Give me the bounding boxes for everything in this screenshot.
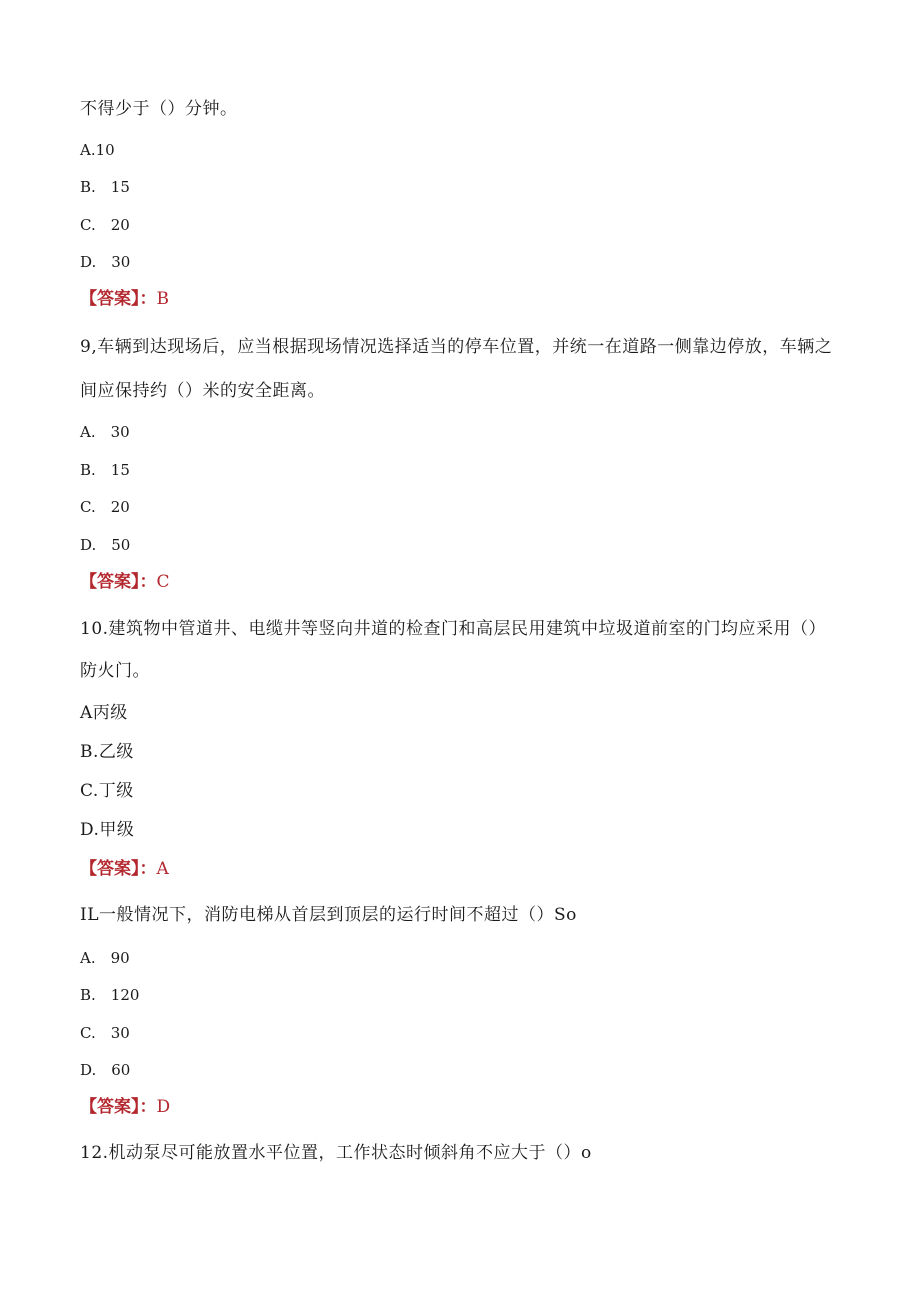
q11-answer-value: D: [156, 1097, 171, 1117]
q10-option-a: A丙级: [80, 703, 128, 723]
q9-answer-label: 【答案】：: [80, 572, 157, 592]
q10-answer: [80, 858, 169, 880]
q8-answer-value: B: [156, 289, 169, 309]
q11-text: IL一般情况下，消防电梯从首层到顶层的运行时间不超过（）So: [80, 905, 577, 925]
q11-answer-label: 【答案】：: [80, 1097, 157, 1117]
q8-option-d: D. 30: [80, 253, 131, 271]
q9-answer-value: C: [156, 572, 170, 592]
q9-option-d: D. 50: [80, 536, 131, 554]
q10-answer-label: 【答案】：: [80, 859, 157, 879]
q10-option-b: B.乙级: [80, 742, 134, 762]
q11-answer: [80, 1096, 170, 1118]
q9-option-c: C. 20: [80, 498, 130, 516]
q10-text-line2: 防火门。: [80, 661, 150, 681]
q10-option-c: C.丁级: [80, 781, 134, 801]
q9-answer: [80, 571, 170, 593]
q11-option-c: C. 30: [80, 1024, 130, 1042]
q10-answer-value: A: [156, 859, 169, 879]
q8-answer: [80, 288, 169, 310]
q9-text-line1: 9,车辆到达现场后，应当根据现场情况选择适当的停车位置，并统一在道路一侧靠边停放，车辆之: [80, 337, 833, 357]
q9-option-b: B. 15: [80, 461, 130, 479]
q8-text: 不得少于（）分钟。: [80, 99, 238, 119]
q8-option-a: A.10: [80, 141, 115, 159]
q8-answer-label: 【答案】：: [80, 289, 157, 309]
q10-text-line1: 10.建筑物中管道井、电缆井等竖向井道的检查门和高层民用建筑中垃圾道前室的门均应采用（）: [80, 619, 827, 639]
q8-option-b: B. 15: [80, 178, 130, 196]
q12-text: 12.机动泵尽可能放置水平位置，工作状态时倾斜角不应大于（）o: [80, 1143, 592, 1163]
q11-option-d: D. 60: [80, 1061, 131, 1079]
q11-option-b: B. 120: [80, 986, 140, 1004]
q9-text-line2: 间应保持约（）米的安全距离。: [80, 381, 325, 401]
q8-option-c: C. 20: [80, 216, 130, 234]
q11-option-a: A. 90: [80, 949, 130, 967]
q10-option-d: D.甲级: [80, 820, 135, 840]
q9-option-a: A. 30: [80, 423, 130, 441]
